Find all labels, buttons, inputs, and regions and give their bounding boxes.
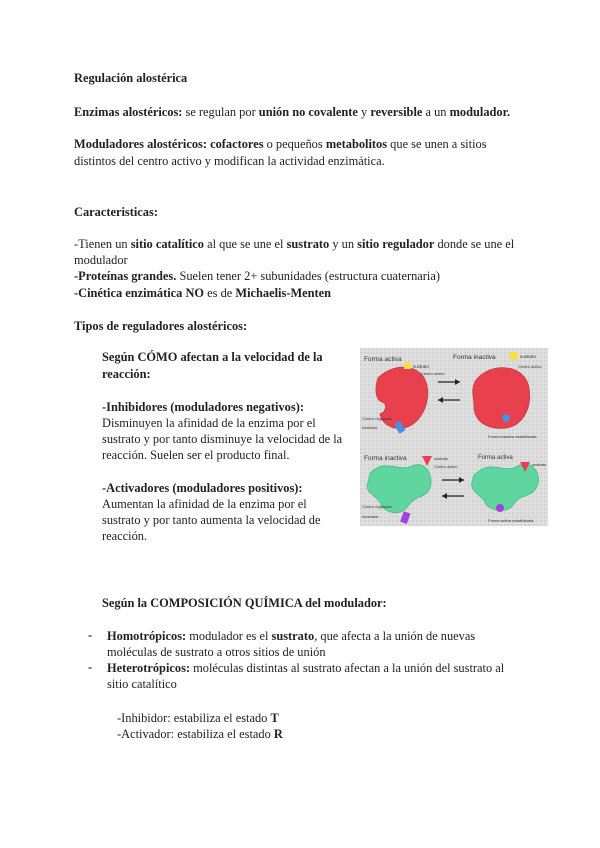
page-title: Regulación alostérica xyxy=(74,71,188,85)
label-activator: Activador xyxy=(362,514,379,519)
moduladores-line2: distintos del centro activo y modifican la actividad enzimática. xyxy=(74,154,385,168)
caracteristicas-line1: -Tienen un sitio catalítico al que se une el sustrato y un sitio regulador donde se une el xyxy=(74,237,515,251)
inhibidores-line3: reacción. Suelen ser el producto final. xyxy=(102,448,290,462)
activadores-heading: -Activadores (moduladores positivos): xyxy=(102,481,303,495)
label-stabilized-inactive: Forma inactiva estabilizada xyxy=(488,434,537,439)
enzimas-paragraph: Enzimas alostéricos: se regulan por unión no covalente y reversible a un modulador. xyxy=(74,105,511,119)
inhibidores-line1: Disminuyen la afinidad de la enzima por el xyxy=(102,416,316,430)
label-substrate: sustrato xyxy=(532,462,547,467)
substrate-icon xyxy=(510,352,518,360)
caracteristicas-heading: Caracteristicas: xyxy=(74,205,158,219)
label-active-site: Centro activo xyxy=(518,364,542,369)
inhibidores-line2: sustrato y por tanto disminuye la velocidad de la xyxy=(102,432,343,446)
homotropicos-line1: Homotrópicos: modulador es el sustrato, que afecta a la unión de nuevas xyxy=(107,629,476,643)
heterotropicos-line2: sitio catalítico xyxy=(107,677,177,691)
caracteristicas-line1b: modulador xyxy=(74,253,128,267)
como-heading: Según CÓMO afectan a la velocidad de la xyxy=(102,350,323,364)
bullet-dash: - xyxy=(88,660,93,674)
activadores-line2: sustrato y por tanto aumenta la velocidad de xyxy=(102,513,321,527)
inhibidor-estado: -Inhibidor: estabiliza el estado T xyxy=(117,711,279,725)
activadores-line3: reacción. xyxy=(102,529,148,543)
heterotropicos-line1: Heterotrópicos: moléculas distintas al sustrato afectan a la unión del sustrato al xyxy=(107,661,505,675)
como-heading-line2: reacción: xyxy=(102,367,151,381)
tipos-heading: Tipos de reguladores alostéricos: xyxy=(74,319,248,333)
inhibitor-bound-blue xyxy=(502,414,510,422)
substrate-icon xyxy=(404,362,411,369)
activator-bound-purple xyxy=(496,504,504,512)
bullet-dash: - xyxy=(88,628,93,642)
label-active-site: Centro activo xyxy=(421,371,445,376)
label-substrate: sustrato xyxy=(434,456,449,461)
label-top-right: Forma inactiva xyxy=(453,354,496,361)
label-substrate: sustrato xyxy=(520,354,537,359)
label-active-site: Centro activo xyxy=(434,464,458,469)
label-bottom-left: Forma inactiva xyxy=(364,455,407,462)
caracteristicas-line3: -Cinética enzimática NO es de Michaelis-Menten xyxy=(74,286,332,300)
activador-estado: -Activador: estabiliza el estado R xyxy=(117,727,283,741)
label-substrate: sustrato xyxy=(413,364,430,369)
label-regulatory-site: Centro regulador xyxy=(362,504,393,509)
activadores-line1: Aumentan la afinidad de la enzima por el xyxy=(102,497,307,511)
label-bottom-right: Forma activa xyxy=(478,455,513,461)
moduladores-paragraph: Moduladores alostéricos: cofactores o pequeños metabolitos que se unen a sitios xyxy=(74,137,487,151)
composicion-heading: Según la COMPOSICIÓN QUÍMICA del modulador: xyxy=(102,596,387,610)
label-stabilized-active: Forma activa estabilizada xyxy=(488,518,534,523)
label-inhibitor: Inhibidor xyxy=(362,425,378,430)
caracteristicas-line2: -Proteínas grandes. Suelen tener 2+ subunidades (estructura cuaternaria) xyxy=(74,269,440,283)
label-top-left: Forma activa xyxy=(364,356,402,363)
homotropicos-line2: moléculas de sustrato a otros sitios de unión xyxy=(107,645,326,659)
label-regulatory-site: Centro regulador xyxy=(362,416,393,421)
inhibidores-heading: -Inhibidores (moduladores negativos): xyxy=(102,400,304,414)
enzyme-inactive-red xyxy=(473,368,530,429)
allosteric-figure xyxy=(360,348,548,526)
